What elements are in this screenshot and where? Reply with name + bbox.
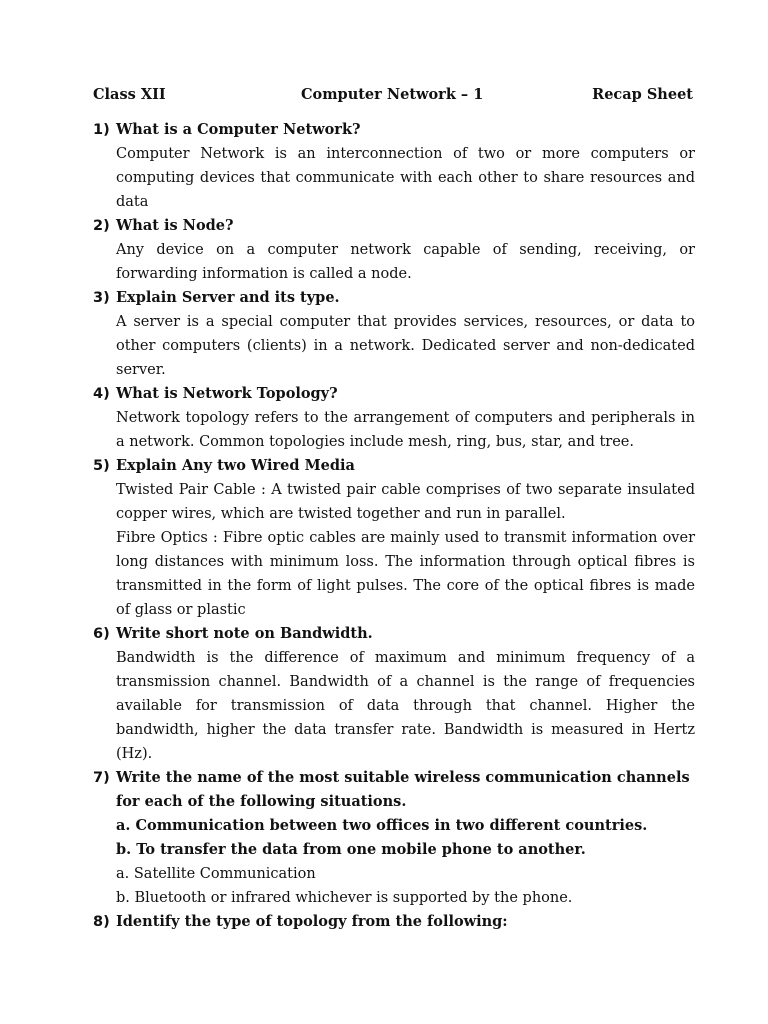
question-number: 8) [93, 914, 110, 930]
question-item-2 [93, 214, 695, 286]
question-number: 5) [93, 458, 110, 474]
answer-b: b. Bluetooth or infrared whichever is supported by the phone. [116, 890, 573, 906]
answer-text: Bandwidth is the difference of maximum and minimum frequency of a transmission channel. Bandwidth of a channel is the range of frequencies available for transmission of data through that channel. Higher the bandwidth, higher the data transfer rate. Bandwidth is measured in Hertz (Hz). [116, 650, 695, 762]
question-item-7 [93, 766, 695, 910]
sub-question-b: b. To transfer the data from one mobile phone to another. [116, 841, 586, 858]
question-number: 6) [93, 626, 110, 642]
question-text: What is Network Topology? [116, 385, 338, 402]
question-item-5 [93, 454, 695, 622]
answer-text: Any device on a computer network capable of sending, receiving, or forwarding information is called a node. [116, 242, 695, 282]
question-text: Write short note on Bandwidth. [116, 625, 373, 642]
answer-text: Network topology refers to the arrangement of computers and peripherals in a network. Common topologies include mesh, ring, bus, star, and tree. [116, 410, 695, 450]
answer-text-2: Fibre Optics : Fibre optic cables are mainly used to transmit information over long distances with minimum loss. The information through optical fibres is transmitted in the form of light pulses. The core of the optical fibres is made of glass or plastic [116, 530, 695, 618]
answer-a: a. Satellite Communication [116, 866, 316, 882]
sheet-type-label: Recap Sheet [592, 86, 693, 103]
page-header [93, 86, 693, 108]
question-item-6 [93, 622, 695, 766]
answer-text: A server is a special computer that provides services, resources, or data to other computers (clients) in a network. Dedicated server and non-dedicated server. [116, 314, 695, 378]
question-text: Identify the type of topology from the following: [116, 913, 508, 930]
answer-text: Twisted Pair Cable : A twisted pair cable comprises of two separate insulated copper wires, which are twisted together and run in parallel. [116, 482, 695, 522]
question-number: 2) [93, 218, 110, 234]
question-text: What is a Computer Network? [116, 121, 361, 138]
question-number: 1) [93, 122, 110, 138]
class-label: Class XII [93, 86, 166, 103]
question-text: Explain Any two Wired Media [116, 457, 355, 474]
document-title: Computer Network – 1 [301, 86, 484, 103]
question-number: 7) [93, 770, 110, 786]
answer-text: Computer Network is an interconnection of two or more computers or computing devices that communicate with each other to share resources and data [116, 146, 695, 210]
question-number: 4) [93, 386, 110, 402]
question-item-8 [93, 910, 695, 934]
question-number: 3) [93, 290, 110, 306]
question-text: What is Node? [116, 217, 234, 234]
sub-question-a: a. Communication between two offices in two different countries. [116, 817, 648, 834]
question-text: Write the name of the most suitable wireless communication channels for each of the following situations. [116, 769, 690, 810]
question-item-3 [93, 286, 695, 382]
question-list [93, 118, 695, 934]
question-item-1 [93, 118, 695, 214]
question-item-4 [93, 382, 695, 454]
question-text: Explain Server and its type. [116, 289, 340, 306]
